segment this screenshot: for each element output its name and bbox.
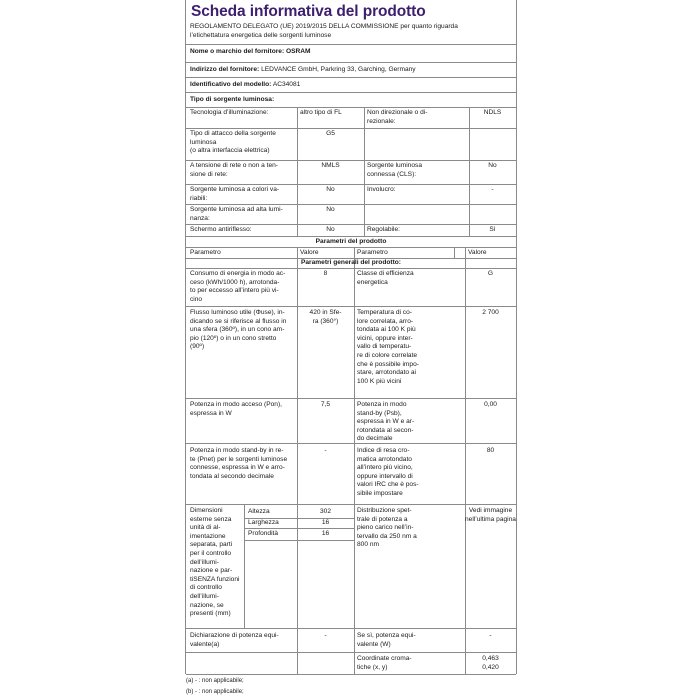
dimension-depth-value: 16 <box>321 530 330 537</box>
param-row-3-label: Potenza in modo acceso (Pon), espressa in W <box>190 401 282 417</box>
param-row-2-value-2: 2 700 <box>482 309 499 316</box>
type-row-4-label-2: Involucro: <box>367 186 396 193</box>
page-title: Scheda informativa del prodotto <box>191 3 426 20</box>
type-row-2-value: G5 <box>326 130 335 137</box>
param-row-3-label-2: Potenza in modo stand-by (Psb), espressa in W e ar- rotondata al secon- do decimale <box>357 401 415 443</box>
type-row-6-value-2: Sì <box>489 226 496 233</box>
equivalent-power-declaration-value: - <box>324 632 327 639</box>
col-header-param-2: Parametro <box>357 249 388 256</box>
col-header-value-2: Valore <box>468 249 487 256</box>
type-row-2-label: Tipo di attacco della sorgente luminosa (o altra interfaccia elettrica) <box>190 130 276 155</box>
type-row-6-label-2: Regolabile: <box>367 226 400 233</box>
col-header-param-1: Parametro <box>190 249 221 256</box>
param-row-2-label: Flusso luminoso utile (Φuse), in- dicando se si riferisce al flusso in una sfera (360º), in un cono am- pio (120º) o in un cono stretto (90º) <box>190 309 287 351</box>
dimension-width-label: Larghezza <box>248 519 279 526</box>
param-row-3-value-2: 0,00 <box>484 401 497 408</box>
chromaticity-values: 0,463 0,420 <box>482 655 499 671</box>
col-header-value-1: Valore <box>300 249 319 256</box>
equivalent-power-value: - <box>489 632 492 639</box>
type-row-3-label-2: Sorgente luminosa connessa (CLS): <box>367 162 422 178</box>
type-row-6-label: Schermo antiriflesso: <box>190 226 252 233</box>
general-params-header: Parametri generali del prodotto: <box>300 259 402 266</box>
dimension-height-label: Altezza <box>248 508 270 515</box>
type-row-3-value: NMLS <box>321 162 340 169</box>
regulation-line-1: REGOLAMENTO DELEGATO (UE) 2019/2015 DELLA COMMISSIONE per quanto riguarda <box>190 23 458 30</box>
type-row-1-label: Tecnologia d’illuminazione: <box>190 109 269 116</box>
param-row-1-label: Consumo di energia in modo ac- ceso (kWh/1000 h), arrotonda- to per eccesso all’intero più vi- cino <box>190 270 286 303</box>
param-row-4-value-2: 80 <box>486 447 495 454</box>
param-row-4-label: Potenza in modo stand-by in re- te (Pnet) per le sorgenti luminose connesse, espressa in W e arro- tondata al secondo decimale <box>190 447 288 480</box>
equivalent-power-label: Se sì, potenza equi- valente (W) <box>357 632 416 648</box>
equivalent-power-declaration-label: Dichiarazione di potenza equi- valente(a) <box>190 632 279 648</box>
dimension-height-value: 302 <box>319 508 331 515</box>
chromaticity-label: Coordinate croma- tiche (x, y) <box>357 655 412 671</box>
param-row-1-value: 8 <box>323 270 328 277</box>
product-information-sheet <box>185 0 517 674</box>
spectral-distribution-label: Distribuzione spet- trale di potenza a pieno carico nell’in- tervallo da 250 nm a 800 nm <box>357 507 417 549</box>
type-row-1-label-2: Non direzionale o di- rezionale: <box>367 109 428 125</box>
type-row-5-value: No <box>326 206 335 213</box>
type-row-1-value-2: NDLS <box>483 109 502 116</box>
footnote-a: (a) ‑ : non applicabile; <box>186 678 244 684</box>
param-row-1-value-2: G <box>487 270 494 277</box>
type-row-4-value: No <box>326 186 335 193</box>
param-row-1-label-2: Classe di efficienza energetica <box>357 270 414 286</box>
supplier-address: Indirizzo del fornitore: LEDVANCE GmbH, Parkring 33, Garching, Germany <box>190 66 416 73</box>
param-row-3-value: 7,5 <box>320 401 331 408</box>
footnote-b: (b) ‑ : non applicabile; <box>186 689 244 695</box>
dimensions-label: Dimensioni esterne senza unità di al- imentazione separata, parti per il controllo dell’illumi- nazione e par- tiSENZA funzioni di controllo dell’illumi- nazione, se presenti (mm) <box>190 507 240 618</box>
source-type-header: Tipo di sorgente luminosa: <box>190 96 275 103</box>
dimension-width-value: 16 <box>321 519 330 526</box>
param-row-4-value: - <box>324 447 327 454</box>
type-row-1-value: altro tipo di FL <box>300 109 342 116</box>
model-identifier: Identificativo del modello: AC34081 <box>190 81 301 88</box>
param-row-2-value: 420 in Sfe- ra (360°) <box>309 309 342 325</box>
type-row-4-value-2: - <box>491 186 494 193</box>
type-row-3-value-2: No <box>488 162 497 169</box>
type-row-3-label: A tensione di rete o non a ten- sione di rete: <box>190 162 278 178</box>
supplier-name: Nome o marchio del fornitore: OSRAM <box>190 48 311 55</box>
type-row-6-value: No <box>326 226 335 233</box>
regulation-line-2: l’etichettatura energetica delle sorgenti luminose <box>190 32 332 39</box>
type-row-4-label: Sorgente luminosa a colori va- riabili: <box>190 186 280 202</box>
param-row-4-label-2: Indice di resa cro- matica arrotondato all’intero più vicino, oppure intervallo di valori IRC che è pos- sibile impostare <box>357 447 419 497</box>
type-row-5-label: Sorgente luminosa ad alta lumi- nanza: <box>190 206 283 222</box>
spectral-distribution-value: Vedi immagine nell’ultima pagina <box>465 507 516 523</box>
dimension-depth-label: Profondità <box>248 530 279 537</box>
param-row-2-label-2: Temperatura di co- lore correlata, arro- tondata ai 100 K più vicini, oppure inter- vallo di temperatu- re di colore correlate che è possibile impo- stare, arrotondato ai 100 K più vicini <box>357 309 419 385</box>
params-header: Parametri del prodotto <box>315 238 387 245</box>
